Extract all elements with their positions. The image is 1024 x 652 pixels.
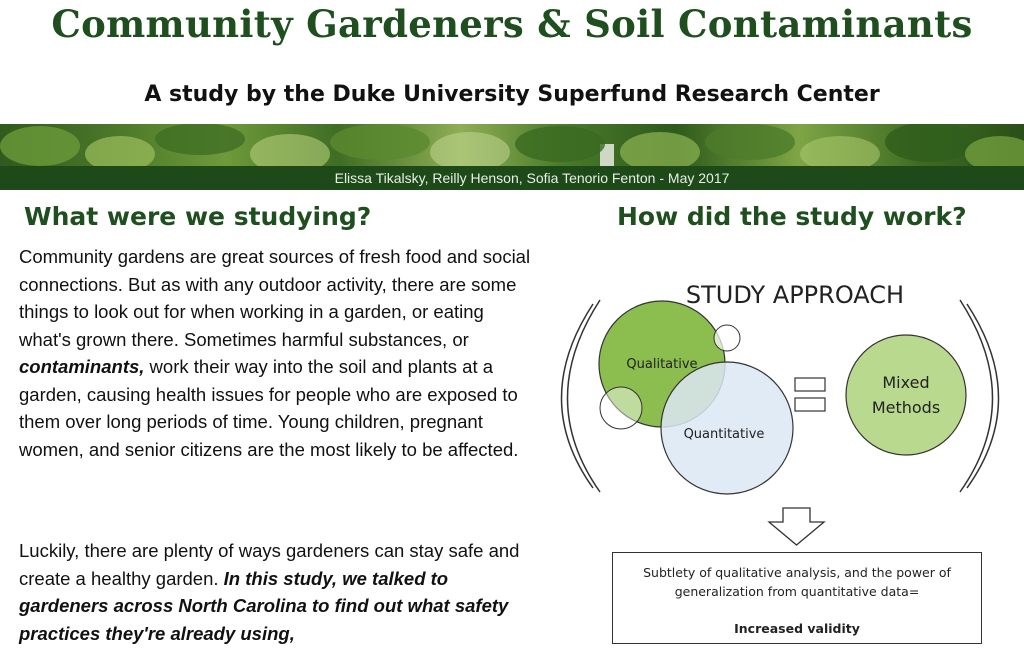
box-line-1: Subtlety of qualitative analysis, and the power of (643, 565, 951, 580)
left-section-heading: What were we studying? (24, 202, 372, 231)
authors-line: Elissa Tikalsky, Reilly Henson, Sofia Tenorio Fenton - May 2017 (0, 166, 1024, 190)
diagram-title: STUDY APPROACH (685, 281, 905, 309)
qualitative-label: Qualitative (626, 357, 698, 372)
mixed-methods-circle (846, 335, 966, 455)
right-section-heading: How did the study work? (617, 202, 967, 231)
left-bracket-inner (562, 304, 594, 488)
conclusion-box (612, 552, 982, 644)
increased-validity: Increased validity (734, 621, 860, 636)
intro-text-2: work their way into the soil and plants at a garden, causing health issues for people who are exposed to them over long periods of time. Young children, pregnant women, and senior citizens are the most likely to be affected. (19, 356, 519, 460)
poster-title: Community Gardeners & Soil Contaminants (51, 2, 973, 46)
leaf-pattern (0, 124, 1024, 172)
mixed-label-1: Mixed (882, 373, 930, 392)
study-text-1: Luckily, there are plenty of ways gardeners can stay safe and create a healthy garden. (19, 540, 520, 589)
mixed-label-2: Methods (871, 398, 941, 417)
right-bracket-inner (967, 304, 999, 488)
down-arrow-icon (769, 508, 824, 545)
left-bracket (568, 300, 601, 492)
quantitative-label: Quantitative (683, 427, 765, 442)
small-circle-left (600, 387, 642, 429)
equals-bar-top (795, 378, 825, 391)
study-emphasis: In this study, we talked to gardeners across North Carolina to find out what safety practices they're already using, (19, 567, 509, 644)
poster-subtitle: A study by the Duke University Superfund Research Center (144, 82, 880, 107)
intro-paragraph (19, 243, 539, 463)
small-circle-top (714, 325, 740, 351)
equals-bar-bottom (795, 398, 825, 411)
intro-text-1: Community gardens are great sources of fresh food and social connections. But as with any outdoor activity, there are some things to look out for when working in a garden, or eating what's grown there. Sometimes harmful substances, or (19, 246, 531, 350)
contaminants-emphasis: contaminants, (19, 356, 145, 377)
box-line-2: generalization from quantitative data= (674, 584, 920, 599)
study-paragraph (19, 537, 539, 647)
